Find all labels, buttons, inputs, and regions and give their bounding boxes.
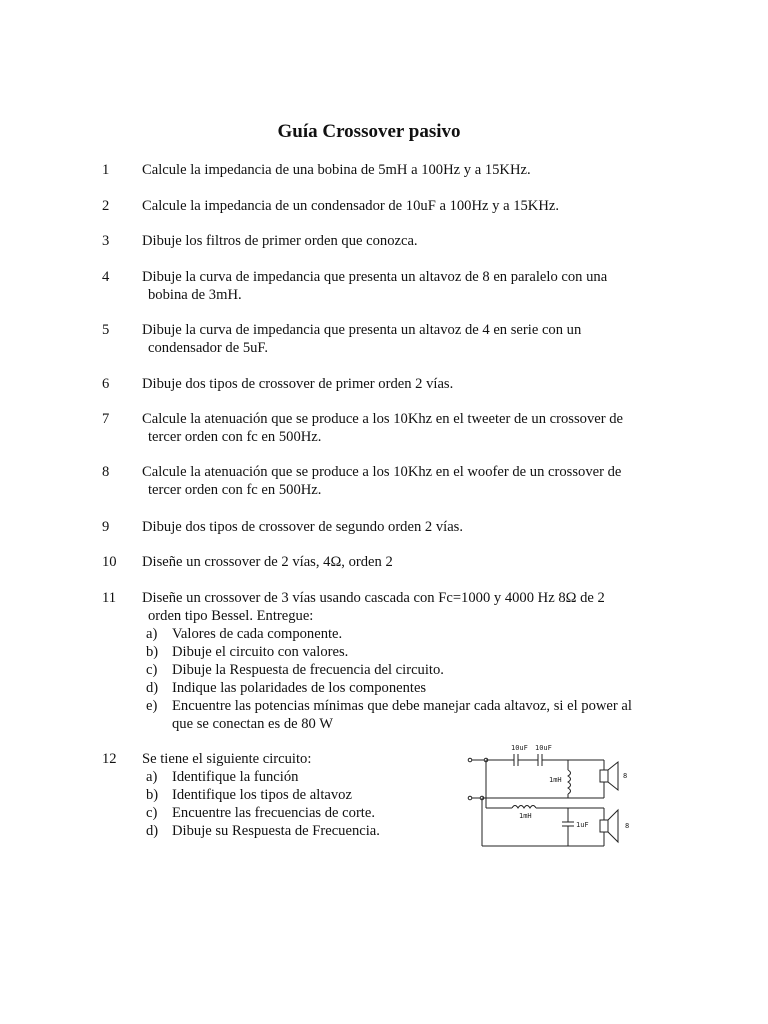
- sub-item-label: b): [146, 787, 159, 803]
- sub-item-text: Identifique la función: [172, 769, 299, 785]
- crossover-circuit-diagram: [462, 740, 632, 855]
- sub-item-text: Indique las polaridades de los componentes: [172, 680, 427, 696]
- question-text: Calcule la atenuación que se produce a los 10Khz en el woofer de un crossover de: [142, 464, 622, 480]
- question-4: [102, 268, 662, 304]
- question-number: 11: [102, 590, 117, 606]
- sub-item-label: d): [146, 680, 159, 696]
- question-3: [102, 232, 662, 250]
- sub-item-text: Valores de cada componente.: [172, 626, 343, 642]
- input-terminal-bottom: [468, 796, 472, 800]
- sub-item-label: e): [146, 698, 158, 714]
- question-5: [102, 321, 662, 357]
- question-text: Se tiene el siguiente circuito:: [142, 751, 312, 767]
- sub-item: [146, 625, 662, 643]
- question-number: 1: [102, 162, 110, 178]
- question-text: Dibuje los filtros de primer orden que conozca.: [142, 233, 418, 249]
- speaker-top-label: 8: [623, 772, 628, 780]
- question-2: [102, 197, 662, 215]
- sub-item-text: Dibuje la Respuesta de frecuencia del circuito.: [172, 662, 444, 678]
- question-number: 8: [102, 464, 110, 480]
- question-text: Dibuje dos tipos de crossover de primer orden 2 vías.: [142, 376, 454, 392]
- sub-item-label: c): [146, 805, 158, 821]
- sub-item-text-continued: que se conectan es de 80 W: [172, 716, 334, 732]
- question-text: Calcule la impedancia de un condensador de 10uF a 100Hz y a 15KHz.: [142, 198, 560, 214]
- question-10: [102, 553, 662, 571]
- sub-item-label: c): [146, 662, 158, 678]
- cap-bottom-label: 1uF: [576, 821, 589, 829]
- sub-item-text: Dibuje su Respuesta de Frecuencia.: [172, 823, 380, 839]
- inductor-top-label: 1mH: [549, 776, 562, 784]
- question-number: 10: [102, 554, 117, 570]
- sub-item-text: Encuentre las potencias mínimas que debe manejar cada altavoz, si el power al: [172, 698, 632, 714]
- sub-item-label: b): [146, 644, 159, 660]
- question-text-continued: condensador de 5uF.: [148, 340, 269, 356]
- cap2-label: 10uF: [535, 744, 552, 752]
- question-number: 5: [102, 322, 110, 338]
- sub-item-label: d): [146, 823, 159, 839]
- question-text-continued: tercer orden con fc en 500Hz.: [148, 429, 322, 445]
- question-text: Calcule la atenuación que se produce a los 10Khz en el tweeter de un crossover de: [142, 411, 623, 427]
- question-number: 7: [102, 411, 110, 427]
- question-9: [102, 518, 662, 536]
- question-number: 4: [102, 269, 110, 285]
- question-text: Dibuje dos tipos de crossover de segundo orden 2 vías.: [142, 519, 464, 535]
- question-6: [102, 375, 662, 393]
- question-number: 2: [102, 198, 110, 214]
- question-7: [102, 410, 662, 446]
- sub-item-label: a): [146, 769, 158, 785]
- sub-item: [146, 697, 662, 733]
- question-text: Dibuje la curva de impedancia que presenta un altavoz de 8 en paralelo con una: [142, 269, 608, 285]
- sub-item: [146, 679, 662, 697]
- question-number: 12: [102, 751, 117, 767]
- question-text: Diseñe un crossover de 3 vías usando cascada con Fc=1000 y 4000 Hz 8Ω de 2: [142, 590, 605, 606]
- question-8: [102, 463, 662, 499]
- question-number: 9: [102, 519, 110, 535]
- question-text-continued: tercer orden con fc en 500Hz.: [148, 482, 322, 498]
- question-text-continued: bobina de 3mH.: [148, 287, 242, 303]
- inductor-bottom-label: 1mH: [519, 812, 532, 820]
- question-number: 3: [102, 233, 110, 249]
- sub-item-text: Identifique los tipos de altavoz: [172, 787, 352, 803]
- sub-item-text: Dibuje el circuito con valores.: [172, 644, 349, 660]
- sub-item-label: a): [146, 626, 158, 642]
- speaker-bottom-label: 8: [625, 822, 630, 830]
- sub-item: [146, 643, 662, 661]
- page-title: Guía Crossover pasivo: [277, 121, 461, 142]
- question-text: Calcule la impedancia de una bobina de 5mH a 100Hz y a 15KHz.: [142, 162, 531, 178]
- question-text: Dibuje la curva de impedancia que presenta un altavoz de 4 en serie con un: [142, 322, 582, 338]
- question-text: Diseñe un crossover de 2 vías, 4Ω, orden 2: [142, 554, 393, 570]
- input-terminal-top: [468, 758, 472, 762]
- sub-item: [146, 661, 662, 679]
- question-1: [102, 161, 662, 179]
- cap1-label: 10uF: [511, 744, 528, 752]
- question-11: [102, 589, 662, 733]
- question-number: 6: [102, 376, 110, 392]
- sub-item-text: Encuentre las frecuencias de corte.: [172, 805, 375, 821]
- question-text-continued: orden tipo Bessel. Entregue:: [148, 608, 314, 624]
